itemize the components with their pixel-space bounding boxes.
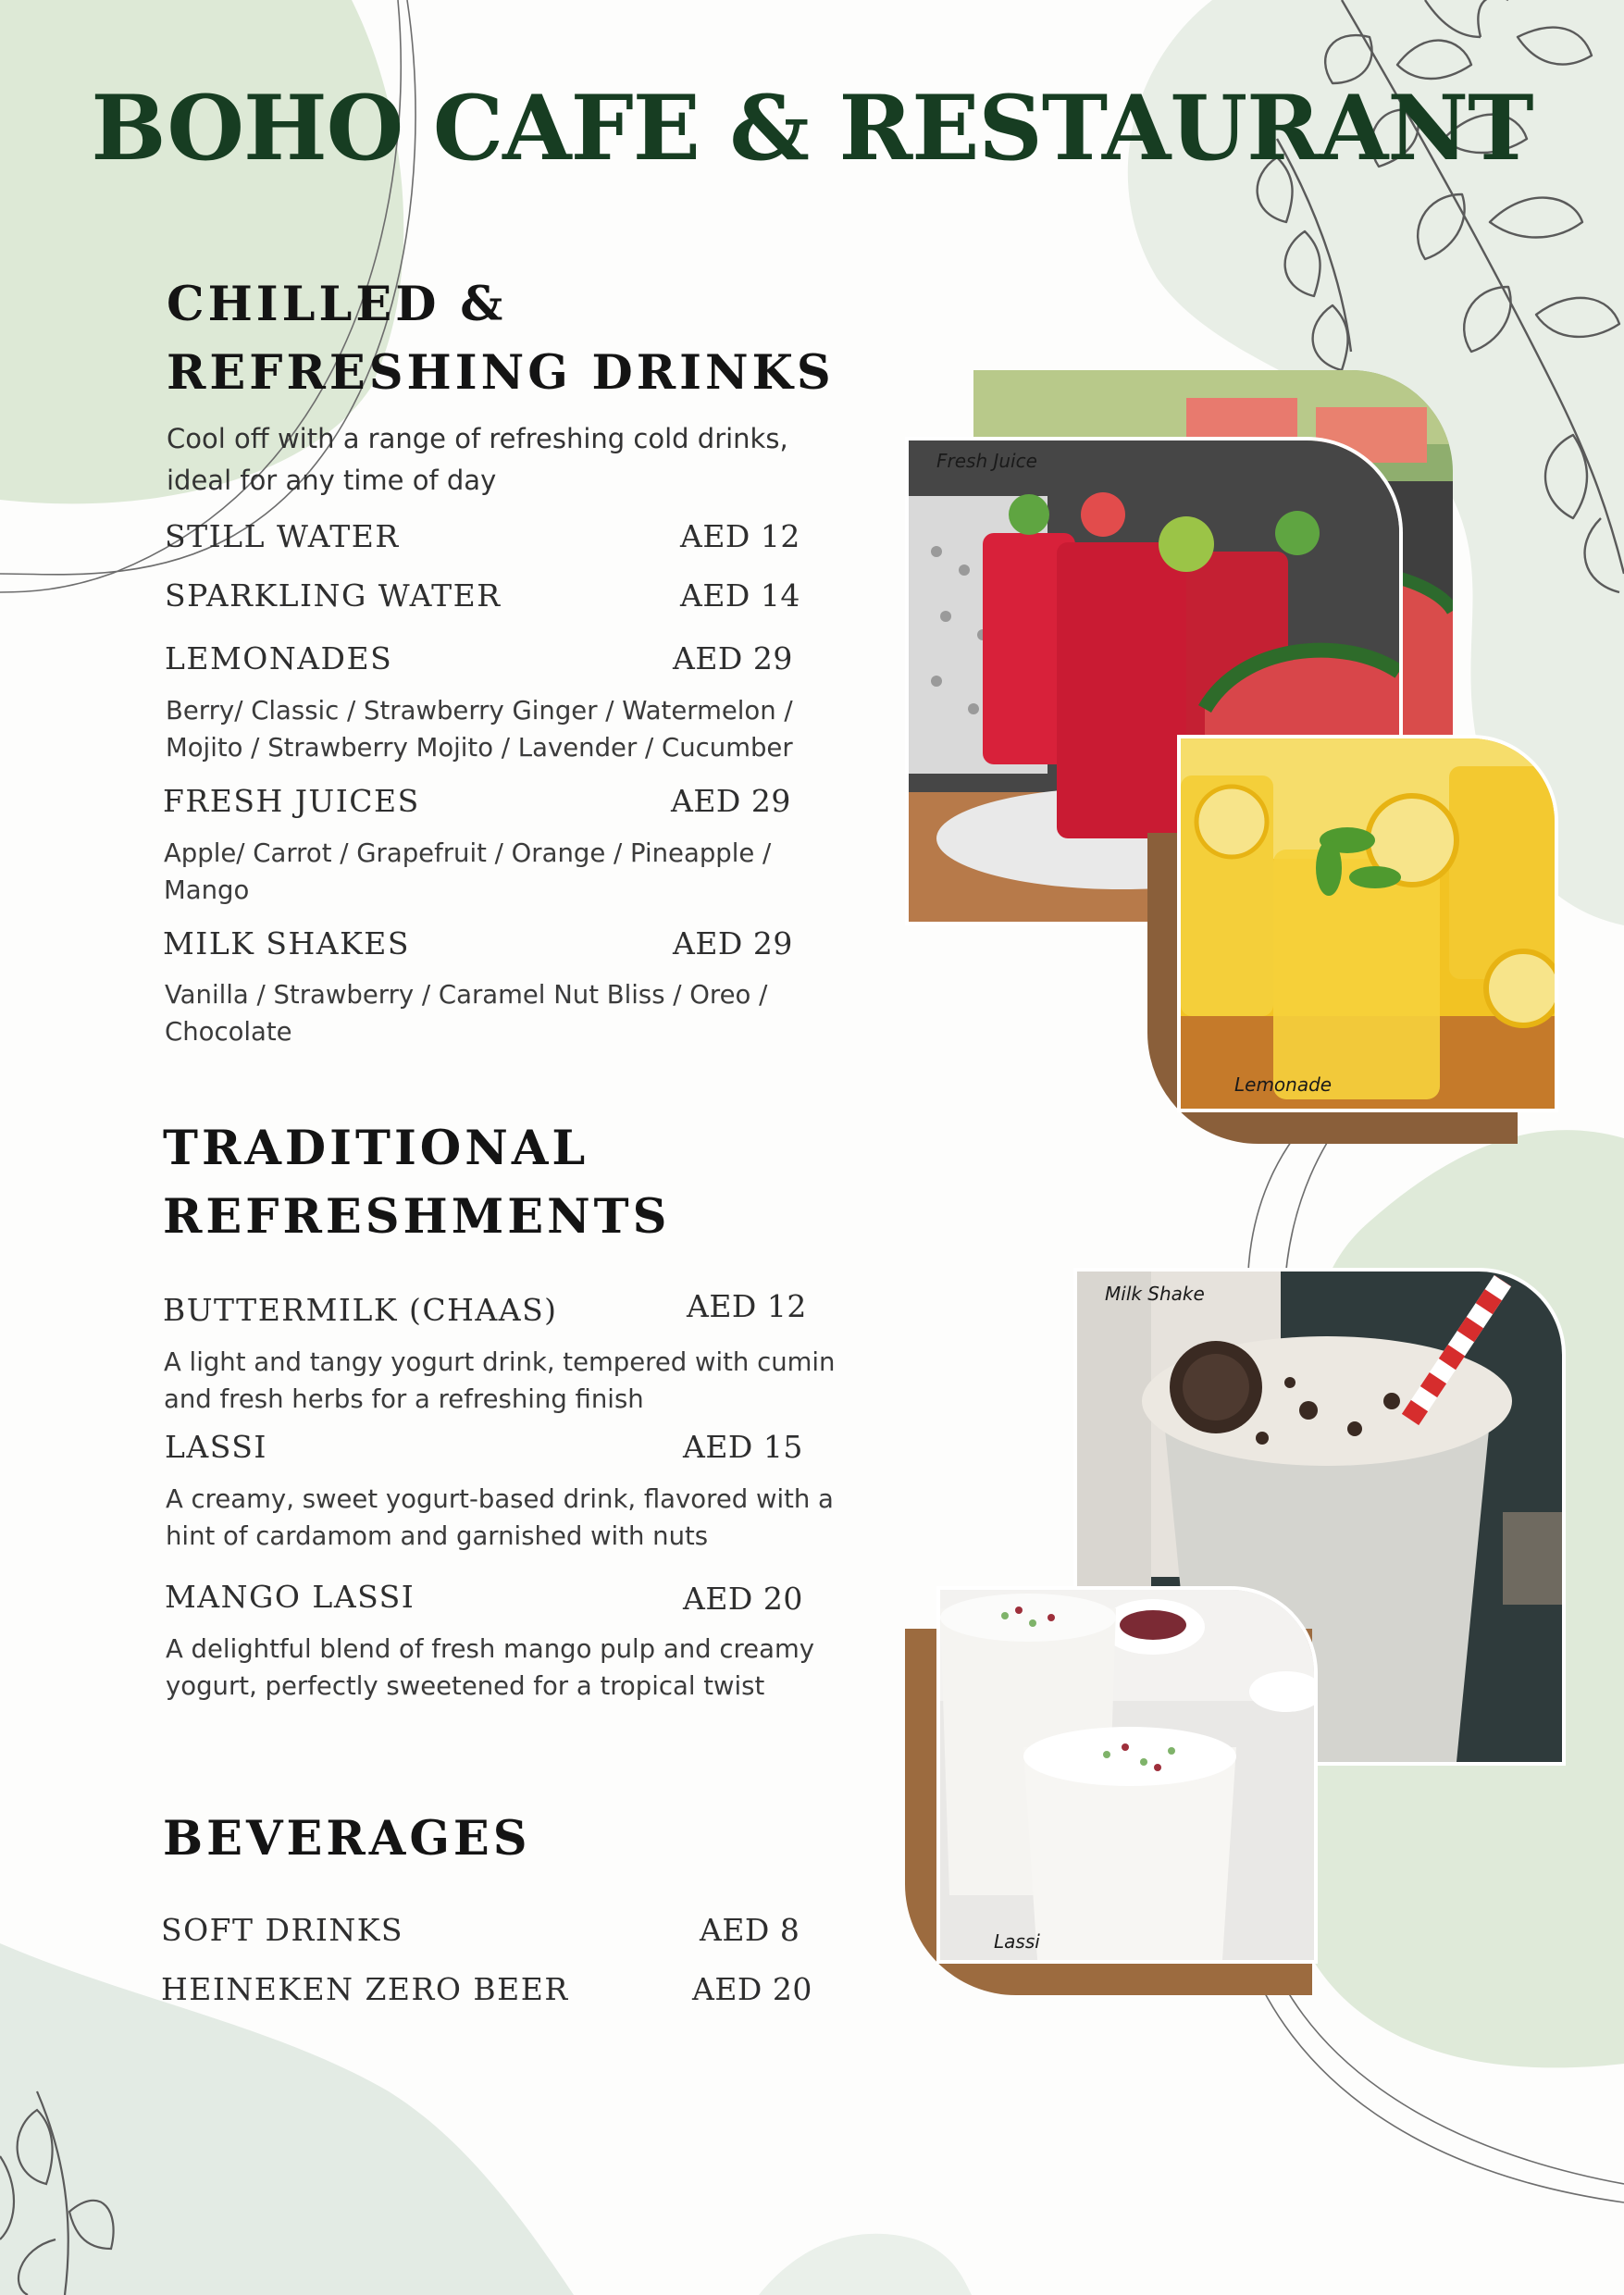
menu-item-price: AED 20 <box>692 1971 812 2007</box>
menu-item-price: AED 29 <box>673 925 793 961</box>
section-intro <box>167 418 788 502</box>
restaurant-title: BOHO CAFE & RESTAURANT <box>91 76 1533 180</box>
photo-caption: Lemonade <box>1234 1073 1333 1096</box>
menu-item-description <box>164 835 771 909</box>
menu-item-name: MANGO LASSI <box>165 1579 415 1615</box>
description-line: A light and tangy yogurt drink, tempered with cumin <box>164 1347 836 1377</box>
menu-item-name: SOFT DRINKS <box>161 1912 404 1948</box>
menu-item-description <box>165 976 767 1050</box>
menu-item-price: AED 8 <box>700 1912 800 1948</box>
menu-item-description <box>166 692 793 766</box>
menu-item-price: AED 14 <box>680 577 800 614</box>
description-line: Berry/ Classic / Strawberry Ginger / Watermelon / <box>166 696 793 726</box>
description-line: A creamy, sweet yogurt-based drink, flavored with a <box>166 1484 834 1514</box>
description-line: Vanilla / Strawberry / Caramel Nut Bliss / Oreo / <box>165 980 768 1010</box>
photo-caption: Lassi <box>994 1930 1040 1953</box>
menu-item-price: AED 15 <box>683 1429 803 1465</box>
description-line: Apple/ Carrot / Grapefruit / Orange / Pineapple / <box>164 838 772 868</box>
menu-item-name: LEMONADES <box>165 640 393 676</box>
section-title-line: TRADITIONAL <box>163 1121 589 1176</box>
menu-item-name: HEINEKEN ZERO BEER <box>161 1971 569 2007</box>
menu-item-name: STILL WATER <box>165 518 400 554</box>
description-line: Mojito / Strawberry Mojito / Lavender / Cucumber <box>166 733 793 763</box>
menu-item-description <box>166 1481 834 1555</box>
menu-item-price: AED 20 <box>683 1581 803 1617</box>
photo-caption: Milk Shake <box>1105 1283 1205 1305</box>
menu-item-name: MILK SHAKES <box>163 925 410 961</box>
menu-item-name: BUTTERMILK (CHAAS) <box>163 1292 558 1328</box>
description-line: and fresh herbs for a refreshing finish <box>164 1384 644 1414</box>
menu-item-price: AED 12 <box>687 1288 807 1324</box>
photo-caption: Fresh Juice <box>936 450 1037 472</box>
section-title-line: CHILLED & <box>167 277 507 332</box>
menu-item-price: AED 12 <box>680 518 800 554</box>
intro-line: ideal for any time of day <box>167 465 497 496</box>
description-line: A delightful blend of fresh mango pulp and creamy <box>166 1634 815 1664</box>
description-line: Mango <box>164 875 250 905</box>
menu-item-name: SPARKLING WATER <box>165 577 502 614</box>
section-title <box>167 270 835 407</box>
section-title-line: REFRESHMENTS <box>163 1189 671 1245</box>
description-line: yogurt, perfectly sweetened for a tropical twist <box>166 1671 765 1701</box>
menu-item-name: FRESH JUICES <box>163 783 420 819</box>
section-title <box>163 1114 670 1251</box>
section-title: BEVERAGES <box>163 1811 531 1867</box>
menu-item-price: AED 29 <box>671 783 791 819</box>
sage-blob-shape <box>759 2234 972 2295</box>
description-line: Chocolate <box>165 1017 292 1047</box>
intro-line: Cool off with a range of refreshing cold drinks, <box>167 423 788 454</box>
menu-item-name: LASSI <box>165 1429 267 1465</box>
photo-lassi <box>940 1590 1314 1960</box>
menu-item-description <box>166 1631 814 1705</box>
menu-item-price: AED 29 <box>673 640 793 676</box>
section-title-line: REFRESHING DRINKS <box>167 345 835 401</box>
menu-item-description <box>164 1344 836 1418</box>
photo-lemonade <box>1181 738 1555 1109</box>
description-line: hint of cardamom and garnished with nuts <box>166 1521 709 1551</box>
